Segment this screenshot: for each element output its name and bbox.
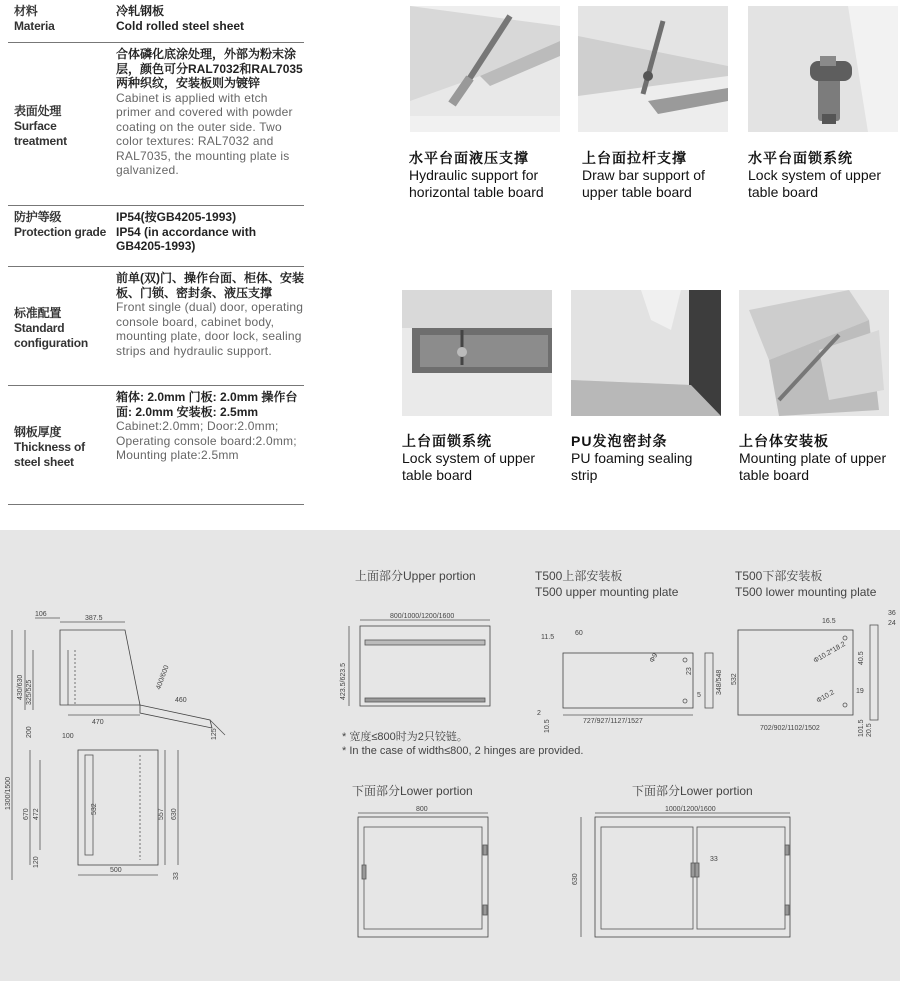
- dim-label: Φ10.2*18.2: [812, 640, 847, 665]
- caption-en: PU foaming sealing strip: [571, 450, 693, 483]
- dim-label: 325/525: [26, 679, 33, 705]
- spec-value-zh: 箱体: 2.0mm 门板: 2.0mm 操作台面: 2.0mm 安装板: 2.5mm: [116, 390, 298, 419]
- caption-zh: 水平台面锁系统: [748, 150, 853, 166]
- spec-value-zh: 前单(双)门、操作台面、柜体、安装板、门锁、密封条、液压支撑: [116, 271, 304, 300]
- caption-lock: [748, 150, 898, 201]
- lower-portion-double-drawing: [565, 805, 805, 940]
- label-lower-portion-1: 下面部分Lower portion: [352, 784, 473, 798]
- spec-row-surface: [8, 43, 304, 206]
- dim-label: 1000/1200/1600: [665, 806, 716, 813]
- dim-label: 423.5/623.5: [340, 663, 347, 700]
- dim-label: 16.5: [822, 618, 836, 625]
- caption-en: Mounting plate of upper table board: [739, 450, 887, 483]
- spec-label-zh: 钢板厚度: [14, 424, 62, 439]
- dim-label: 400/600: [155, 664, 171, 691]
- lower-portion-single-drawing: [350, 805, 500, 940]
- dim-label: 60: [575, 630, 583, 637]
- spec-value-en: Cold rolled steel sheet: [116, 18, 245, 33]
- dim-label: 348/548: [716, 669, 723, 695]
- caption-upper-lock: [402, 433, 552, 484]
- dim-label: Φ9: [648, 652, 660, 664]
- spec-label-en: Standard configuration: [14, 320, 89, 350]
- spec-table: [8, 0, 304, 505]
- dim-label: 472: [33, 808, 40, 820]
- spec-row-protection: [8, 206, 304, 267]
- dim-label: 20.5: [866, 723, 873, 737]
- spec-value-en: Cabinet:2.0mm; Door:2.0mm; Operating console board:2.0mm; Mounting plate:2.5mm: [116, 419, 297, 462]
- dim-label: 24: [888, 620, 896, 627]
- spec-value-en: Cabinet is applied with etch primer and covered with powder coating on the outer side. Two color textures: RAL7032 and RAL7035, the mounting plate is galvanized.: [116, 90, 293, 177]
- label-t500-lower-en: T500 lower mounting plate: [735, 585, 877, 599]
- dim-label: 33: [173, 872, 180, 880]
- dim-label: 33: [710, 856, 718, 863]
- dim-label: 101.5: [858, 719, 865, 737]
- photo-upper-lock: [402, 290, 552, 416]
- spec-value-zh: 合体磷化底涂处理，外部为粉末涂层，颜色可分RAL7032和RAL7035两种织纹，安装板则为镀锌: [116, 47, 303, 90]
- caption-zh: 水平台面液压支撑: [409, 150, 529, 166]
- dim-label: 11.5: [541, 634, 555, 641]
- dim-label: 727/927/1127/1527: [583, 718, 643, 725]
- spec-label-zh: 防护等级: [14, 210, 62, 224]
- spec-value-en: Front single (dual) door, operating console board, cabinet body, mounting plate, door lock, sealing strips and hydraulic support.: [116, 300, 304, 358]
- caption-en: Lock system of upper table board: [748, 167, 882, 200]
- spec-value-zh: 冷轧钢板: [116, 4, 165, 18]
- spec-value-en: IP54 (in accordance with GB4205-1993): [116, 224, 257, 253]
- dim-label: 532: [91, 803, 98, 815]
- dim-label: 470: [92, 719, 104, 726]
- photo-mounting-plate: [739, 290, 889, 416]
- label-lower-portion-2: 下面部分Lower portion: [632, 784, 753, 798]
- dim-label: 120: [33, 856, 40, 868]
- label-t500-lower-zh: T500下部安装板: [735, 569, 823, 583]
- dim-label: 10.5: [544, 719, 551, 733]
- caption-en: Hydraulic support for horizontal table board: [409, 167, 544, 200]
- dim-label: 106: [35, 611, 47, 618]
- label-t500-upper: [535, 568, 678, 600]
- caption-pu: [571, 433, 721, 484]
- label-upper-portion: 上面部分Upper portion: [355, 569, 476, 583]
- label-t500-lower: [735, 568, 876, 600]
- dim-label: 800: [416, 806, 428, 813]
- caption-zh: 上台面锁系统: [402, 433, 492, 449]
- dim-label: 200: [26, 726, 33, 738]
- spec-row-material: [8, 0, 304, 43]
- dim-label: 500: [110, 867, 122, 874]
- dim-label: 19: [856, 688, 864, 695]
- spec-label-en: Materia: [14, 19, 55, 33]
- dim-label: 100: [62, 733, 74, 740]
- photo-pu-foaming: [571, 290, 721, 416]
- t500-upper-drawing: [535, 625, 725, 735]
- caption-zh: PU发泡密封条: [571, 433, 668, 449]
- upper-portion-drawing: [335, 610, 495, 720]
- caption-en: Lock system of upper table board: [402, 450, 536, 483]
- dim-label: 36: [888, 610, 896, 617]
- caption-hydraulic: [409, 150, 559, 201]
- dim-label: 630: [171, 808, 178, 820]
- dim-label: 1300/1500: [5, 776, 12, 810]
- dim-label: Φ10.2: [815, 689, 836, 705]
- hinge-note-en: * In the case of width≤800, 2 hinges are provided.: [342, 745, 584, 757]
- dim-label: 800/1000/1200/1600: [390, 613, 455, 620]
- photo-draw-bar-support: [578, 6, 728, 132]
- dim-label: 532: [731, 673, 738, 685]
- spec-label-en: Protection grade: [14, 225, 107, 239]
- hinge-note: [342, 730, 583, 758]
- label-t500-upper-zh: T500上部安装板: [535, 569, 623, 583]
- hinge-note-zh: * 宽度≤800时为2只铰链。: [342, 731, 468, 743]
- caption-zh: 上台面拉杆支撑: [582, 150, 687, 166]
- dim-label: 430/630: [17, 674, 24, 700]
- photo-lock-system: [748, 6, 898, 132]
- dim-label: 702/902/1102/1502: [760, 725, 820, 732]
- spec-label-zh: 表面处理: [14, 103, 62, 118]
- caption-zh: 上台体安装板: [739, 433, 829, 449]
- dim-label: 387.5: [85, 615, 103, 622]
- spec-label-zh: 材料: [14, 4, 38, 18]
- caption-draw-bar: [582, 150, 732, 201]
- caption-en: Draw bar support of upper table board: [582, 167, 705, 200]
- dim-label: 2: [537, 710, 541, 717]
- label-t500-upper-en: T500 upper mounting plate: [535, 585, 679, 599]
- dim-label: 5: [697, 692, 701, 699]
- spec-label-en: Thickness of steel sheet: [14, 439, 85, 469]
- spec-label-zh: 标准配置: [14, 305, 62, 320]
- dim-label: 23: [686, 667, 693, 675]
- t500-lower-drawing: [730, 605, 900, 740]
- caption-mounting-plate: [739, 433, 899, 484]
- spec-value-zh: IP54(按GB4205-1993): [116, 210, 237, 224]
- dim-label: 630: [572, 873, 579, 885]
- photo-hydraulic-support: [410, 6, 560, 132]
- spec-row-thickness: [8, 386, 304, 505]
- spec-label-en: Surface treatment: [14, 118, 67, 148]
- dim-label: 670: [23, 808, 30, 820]
- spec-row-configuration: [8, 267, 304, 386]
- technical-drawings: [0, 530, 900, 981]
- dim-label: 460: [175, 697, 187, 704]
- side-elevation-drawing: [0, 610, 240, 890]
- dim-label: 40.5: [858, 651, 865, 665]
- dim-label: 125: [211, 728, 218, 740]
- dim-label: 557: [158, 808, 165, 820]
